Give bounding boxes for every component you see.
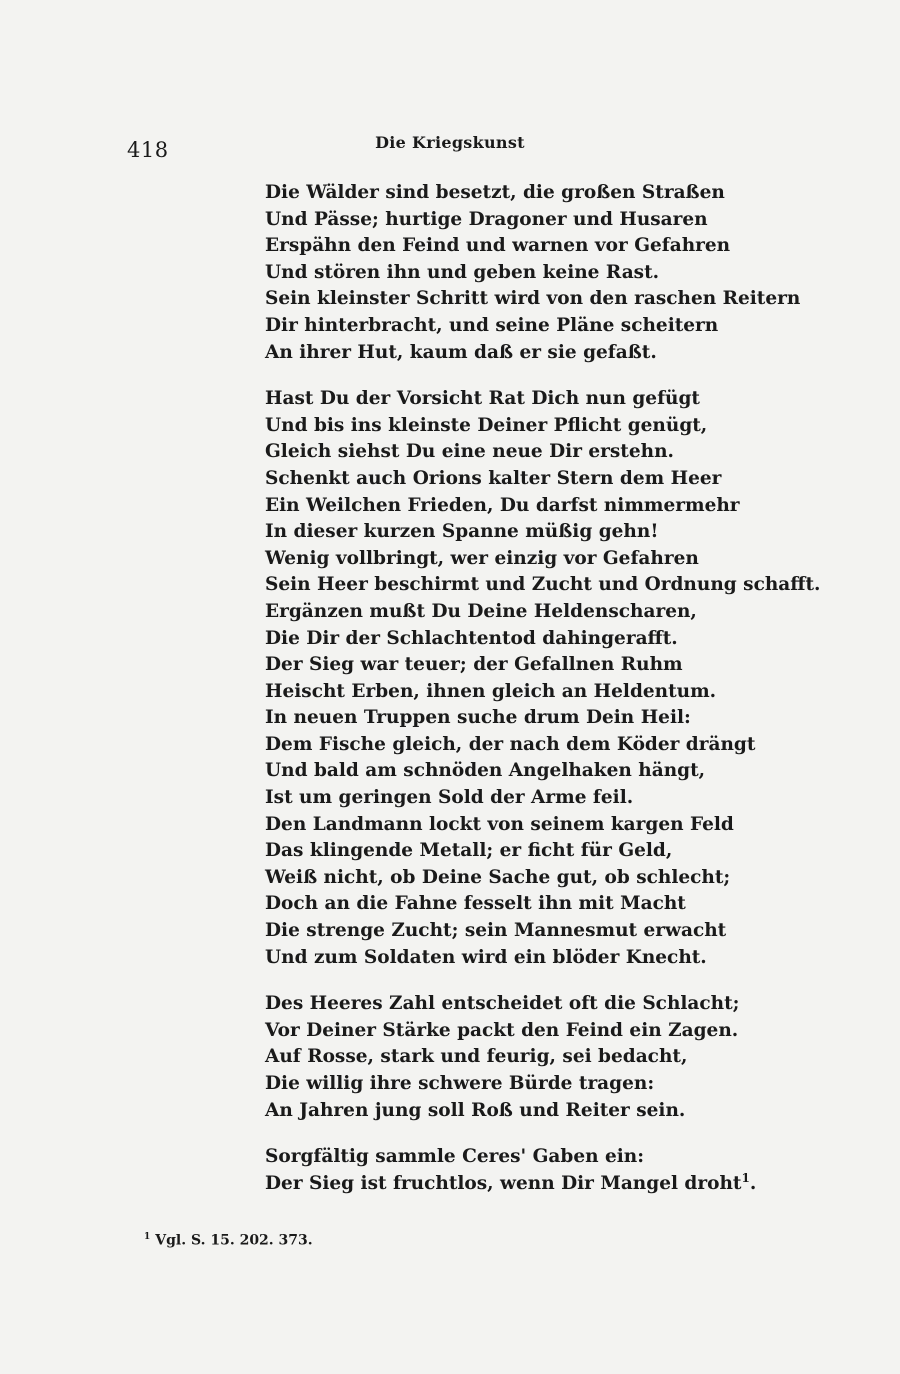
- footnote-text: Vgl. S. 15. 202. 373.: [155, 1232, 313, 1249]
- stanza-gap: [265, 366, 865, 386]
- verse-line: Schenkt auch Orions kalter Stern dem Heer: [265, 467, 722, 489]
- verse-line: Den Landmann lockt von seinem kargen Feld: [265, 813, 734, 835]
- stanza-gap: [265, 1124, 865, 1144]
- verse-line: Auf Rosse, stark und feurig, sei bedacht,: [265, 1046, 688, 1068]
- verse-line: Und bis ins kleinste Deiner Pflicht genügt,: [265, 414, 708, 436]
- verse-line: Die Dir der Schlachtentod dahingerafft.: [265, 627, 678, 649]
- verse-line: In neuen Truppen suche drum Dein Heil:: [265, 707, 691, 729]
- page-number: 418: [127, 138, 169, 162]
- verse-line: Des Heeres Zahl entscheidet oft die Schlacht;: [265, 993, 740, 1015]
- verse-line: Der Sieg war teuer; der Gefallnen Ruhm: [265, 654, 683, 676]
- verse-line-text: Der Sieg ist fruchtlos, wenn Dir Mangel droht: [265, 1172, 742, 1194]
- verse-line: Und bald am schnöden Angelhaken hängt,: [265, 760, 706, 782]
- verse-line: Dir hinterbracht, und seine Pläne scheitern: [265, 314, 719, 336]
- verse-line: Hast Du der Vorsicht Rat Dich nun gefügt: [265, 388, 700, 410]
- verse-line: Und Pässe; hurtige Dragoner und Husaren: [265, 208, 708, 230]
- verse-line: Das klingende Metall; er ficht für Geld,: [265, 840, 673, 862]
- footnote-reference: 1: [741, 1170, 750, 1185]
- verse-line: Und stören ihn und geben keine Rast.: [265, 261, 660, 283]
- verse-line: Und zum Soldaten wird ein blöder Knecht.: [265, 946, 707, 968]
- verse-line: Ein Weilchen Frieden, Du darfst nimmermehr: [265, 494, 740, 516]
- stanza-2: [265, 386, 865, 971]
- verse-line: Erspähn den Feind und warnen vor Gefahren: [265, 235, 731, 257]
- verse-line: An Jahren jung soll Roß und Reiter sein.: [265, 1099, 686, 1121]
- stanza-gap: [265, 971, 865, 991]
- running-head: Die Kriegskunst: [375, 133, 525, 152]
- verse-line: Gleich siehst Du eine neue Dir erstehn.: [265, 441, 674, 463]
- verse-line: Die strenge Zucht; sein Mannesmut erwacht: [265, 920, 727, 942]
- verse-line: Vor Deiner Stärke packt den Feind ein Zagen.: [265, 1019, 739, 1041]
- verse-line: Sein kleinster Schritt wird von den raschen Reitern: [265, 288, 801, 310]
- verse-line: Wenig vollbringt, wer einzig vor Gefahren: [265, 547, 699, 569]
- footnote-mark: 1: [144, 1232, 151, 1242]
- verse-line: Die Wälder sind besetzt, die großen Straßen: [265, 182, 725, 203]
- stanza-4: [265, 1144, 865, 1197]
- stanza-1: [265, 180, 865, 366]
- verse-line: Ergänzen mußt Du Deine Heldenscharen,: [265, 600, 697, 622]
- verse-line: Sorgfältig sammle Ceres' Gaben ein:: [265, 1146, 645, 1168]
- verse-line: Dem Fische gleich, der nach dem Köder drängt: [265, 733, 756, 755]
- verse-line: In dieser kurzen Spanne müßig gehn!: [265, 521, 659, 543]
- poem: [265, 180, 865, 1197]
- verse-line: Ist um geringen Sold der Arme feil.: [265, 787, 634, 809]
- verse-line-with-footnote: Der Sieg ist fruchtlos, wenn Dir Mangel droht$^1$.: [265, 1170, 757, 1194]
- verse-line: Doch an die Fahne fesselt ihn mit Macht: [265, 893, 686, 915]
- stanza-3: [265, 991, 865, 1124]
- verse-line: An ihrer Hut, kaum daß er sie gefaßt.: [265, 341, 657, 363]
- footnote: [144, 1232, 313, 1249]
- verse-line: Heischt Erben, ihnen gleich an Heldentum.: [265, 680, 717, 702]
- verse-line: Sein Heer beschirmt und Zucht und Ordnung schafft.: [265, 574, 821, 596]
- verse-line: Die willig ihre schwere Bürde tragen:: [265, 1073, 655, 1094]
- verse-line: Weiß nicht, ob Deine Sache gut, ob schlecht;: [265, 866, 731, 888]
